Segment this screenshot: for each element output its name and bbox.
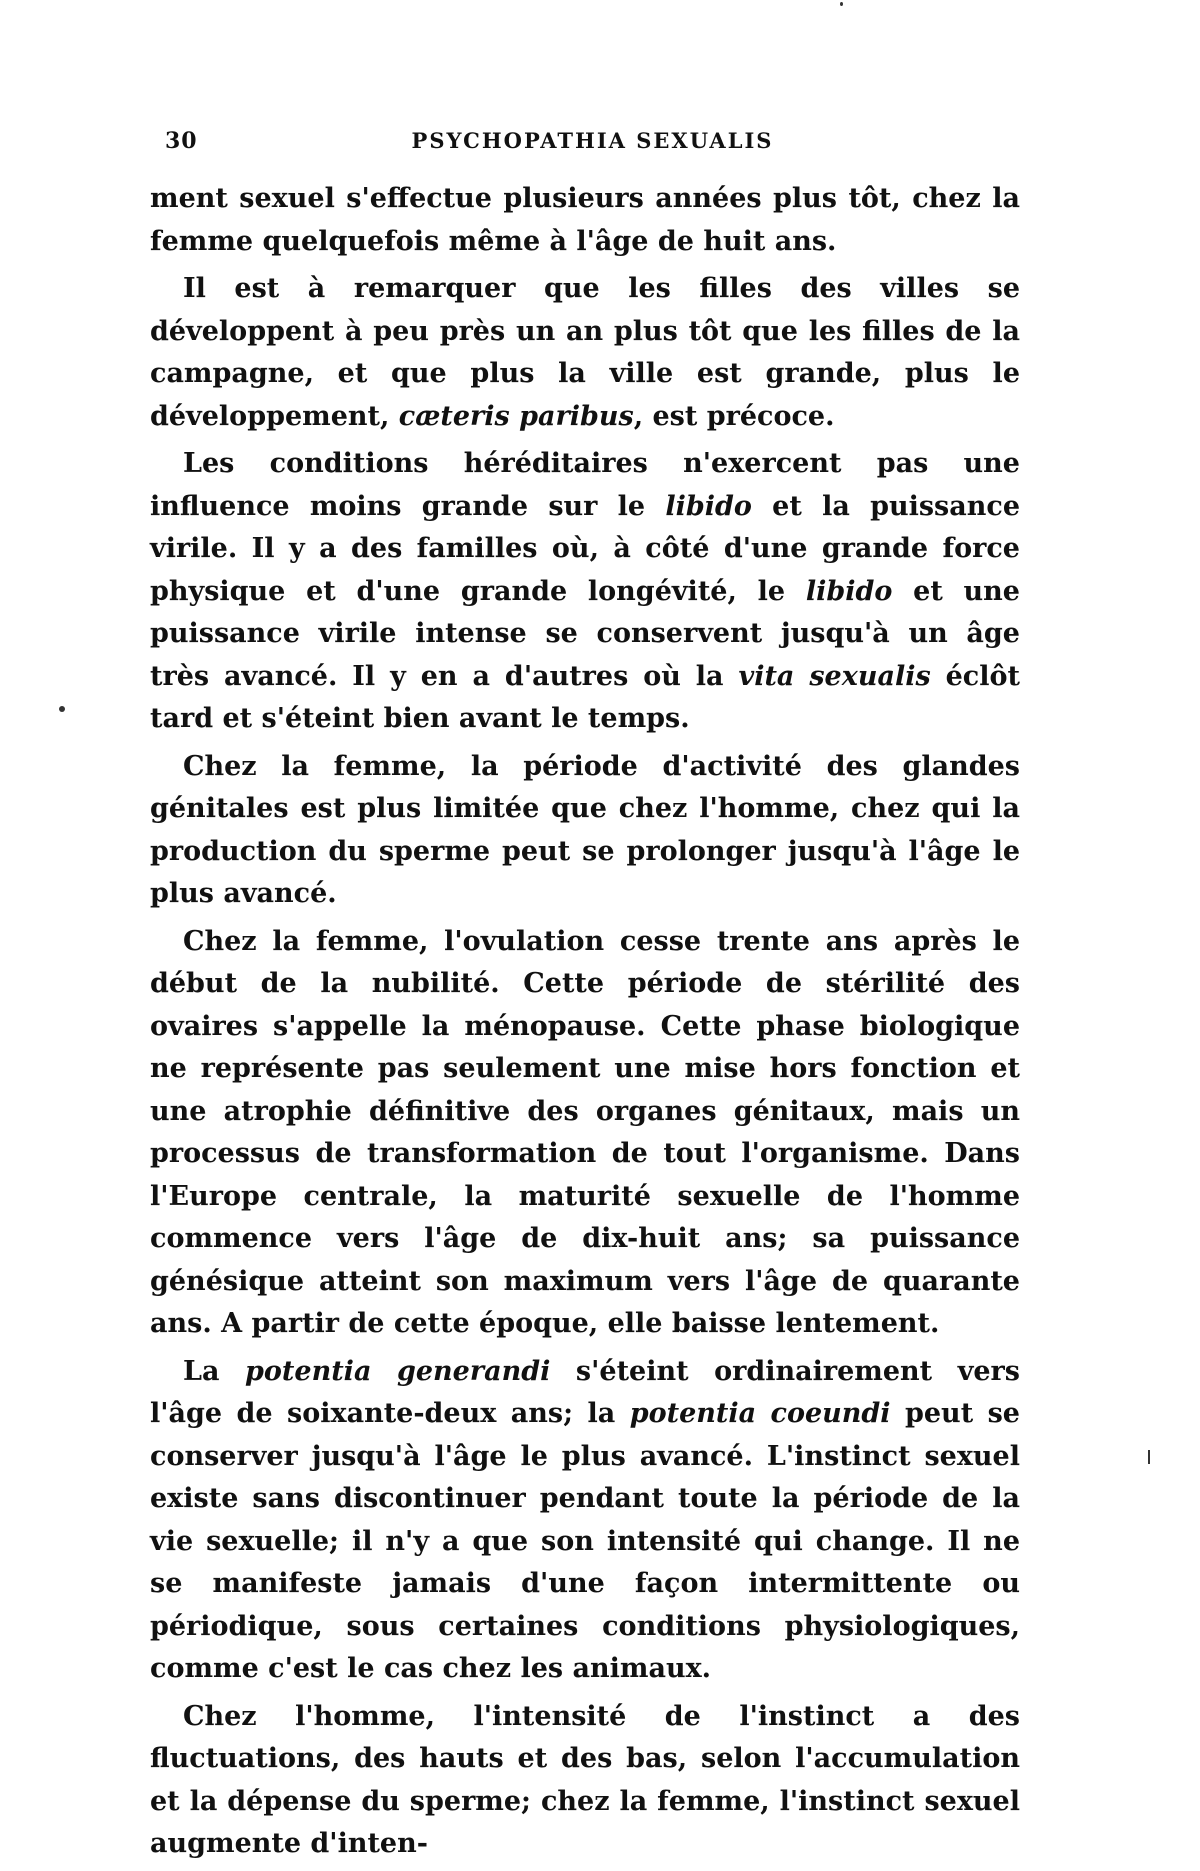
- paragraph-menopause: Chez la femme, l'ovulation cesse trente ans après le début de la nubilité. Cette période de stérilité des ovaires s'appelle la ménopause. Cette phase biologique ne représente pas seulement une mise hors fonction et une atrophie définitive des organes génitaux, mais un processus de transformation de tout l'organisme. Dans l'Europe centrale, la maturité sexuelle de l'homme commence vers l'âge de dix-huit ans; sa puissance génésique atteint son maximum vers l'âge de quarante ans. A partir de cette époque, elle baisse lentement.: [150, 925, 1020, 1339]
- scan-speck: [840, 2, 843, 6]
- page-number: 30: [165, 128, 198, 154]
- latin-phrase: potentia generandi: [245, 1355, 551, 1387]
- latin-phrase: cæteris paribus: [398, 400, 634, 432]
- latin-phrase: vita sexualis: [738, 660, 931, 692]
- paragraph-conditions-hereditaires: Les conditions héréditaires n'exercent pas une influence moins grande sur le libido et la puissance virile. Il y a des familles où, à côté d'une grande force physique et d'une grande longévité, le libido et une puissance virile intense se conservent jusqu'à un âge très avancé. Il y en a d'autres où la vita sexualis éclôt tard et s'éteint bien avant le temps.: [150, 448, 1020, 734]
- running-title: PSYCHOPATHIA SEXUALIS: [411, 128, 774, 153]
- latin-term: libido: [665, 490, 752, 522]
- scan-speck: [1148, 1450, 1150, 1464]
- latin-term: libido: [805, 575, 893, 607]
- paragraph-filles-des-villes: Il est à remarquer que les filles des villes se développent à peu près un an plus tôt que les filles de la campagne, et que plus la ville est grande, plus le développement, cæteris paribus, est précoce.: [150, 273, 1020, 432]
- paragraph-potentia: La potentia generandi s'éteint ordinairement vers l'âge de soixante-deux ans; la potentia coeundi peut se conserver jusqu'à l'âge le plus avancé. L'instinct sexuel existe sans discontinuer pendant toute la période de la vie sexuelle; il n'y a que son intensité qui change. Il ne se manifeste jamais d'une façon intermittente ou périodique, sous certaines conditions physiologiques, comme c'est le cas chez les animaux.: [150, 1355, 1020, 1684]
- paragraph-periode-activite: Chez la femme, la période d'activité des glandes génitales est plus limitée que chez l'homme, chez qui la production du sperme peut se prolonger jusqu'à l'âge le plus avancé.: [150, 750, 1020, 909]
- running-head: [165, 128, 1020, 164]
- text-block: [150, 178, 1020, 1871]
- scan-speck: [59, 706, 65, 712]
- latin-phrase: potentia coeundi: [629, 1398, 891, 1429]
- paragraph-fluctuations: Chez l'homme, l'intensité de l'instinct a des fluctuations, des hauts et des bas, selon l'accumulation et la dépense du sperme; chez la femme, l'instinct sexuel augmente d'inten-: [150, 1700, 1020, 1859]
- paragraph-continued: ment sexuel s'effectue plusieurs années plus tôt, chez la femme quelquefois même à l'âge de huit ans.: [150, 183, 1020, 257]
